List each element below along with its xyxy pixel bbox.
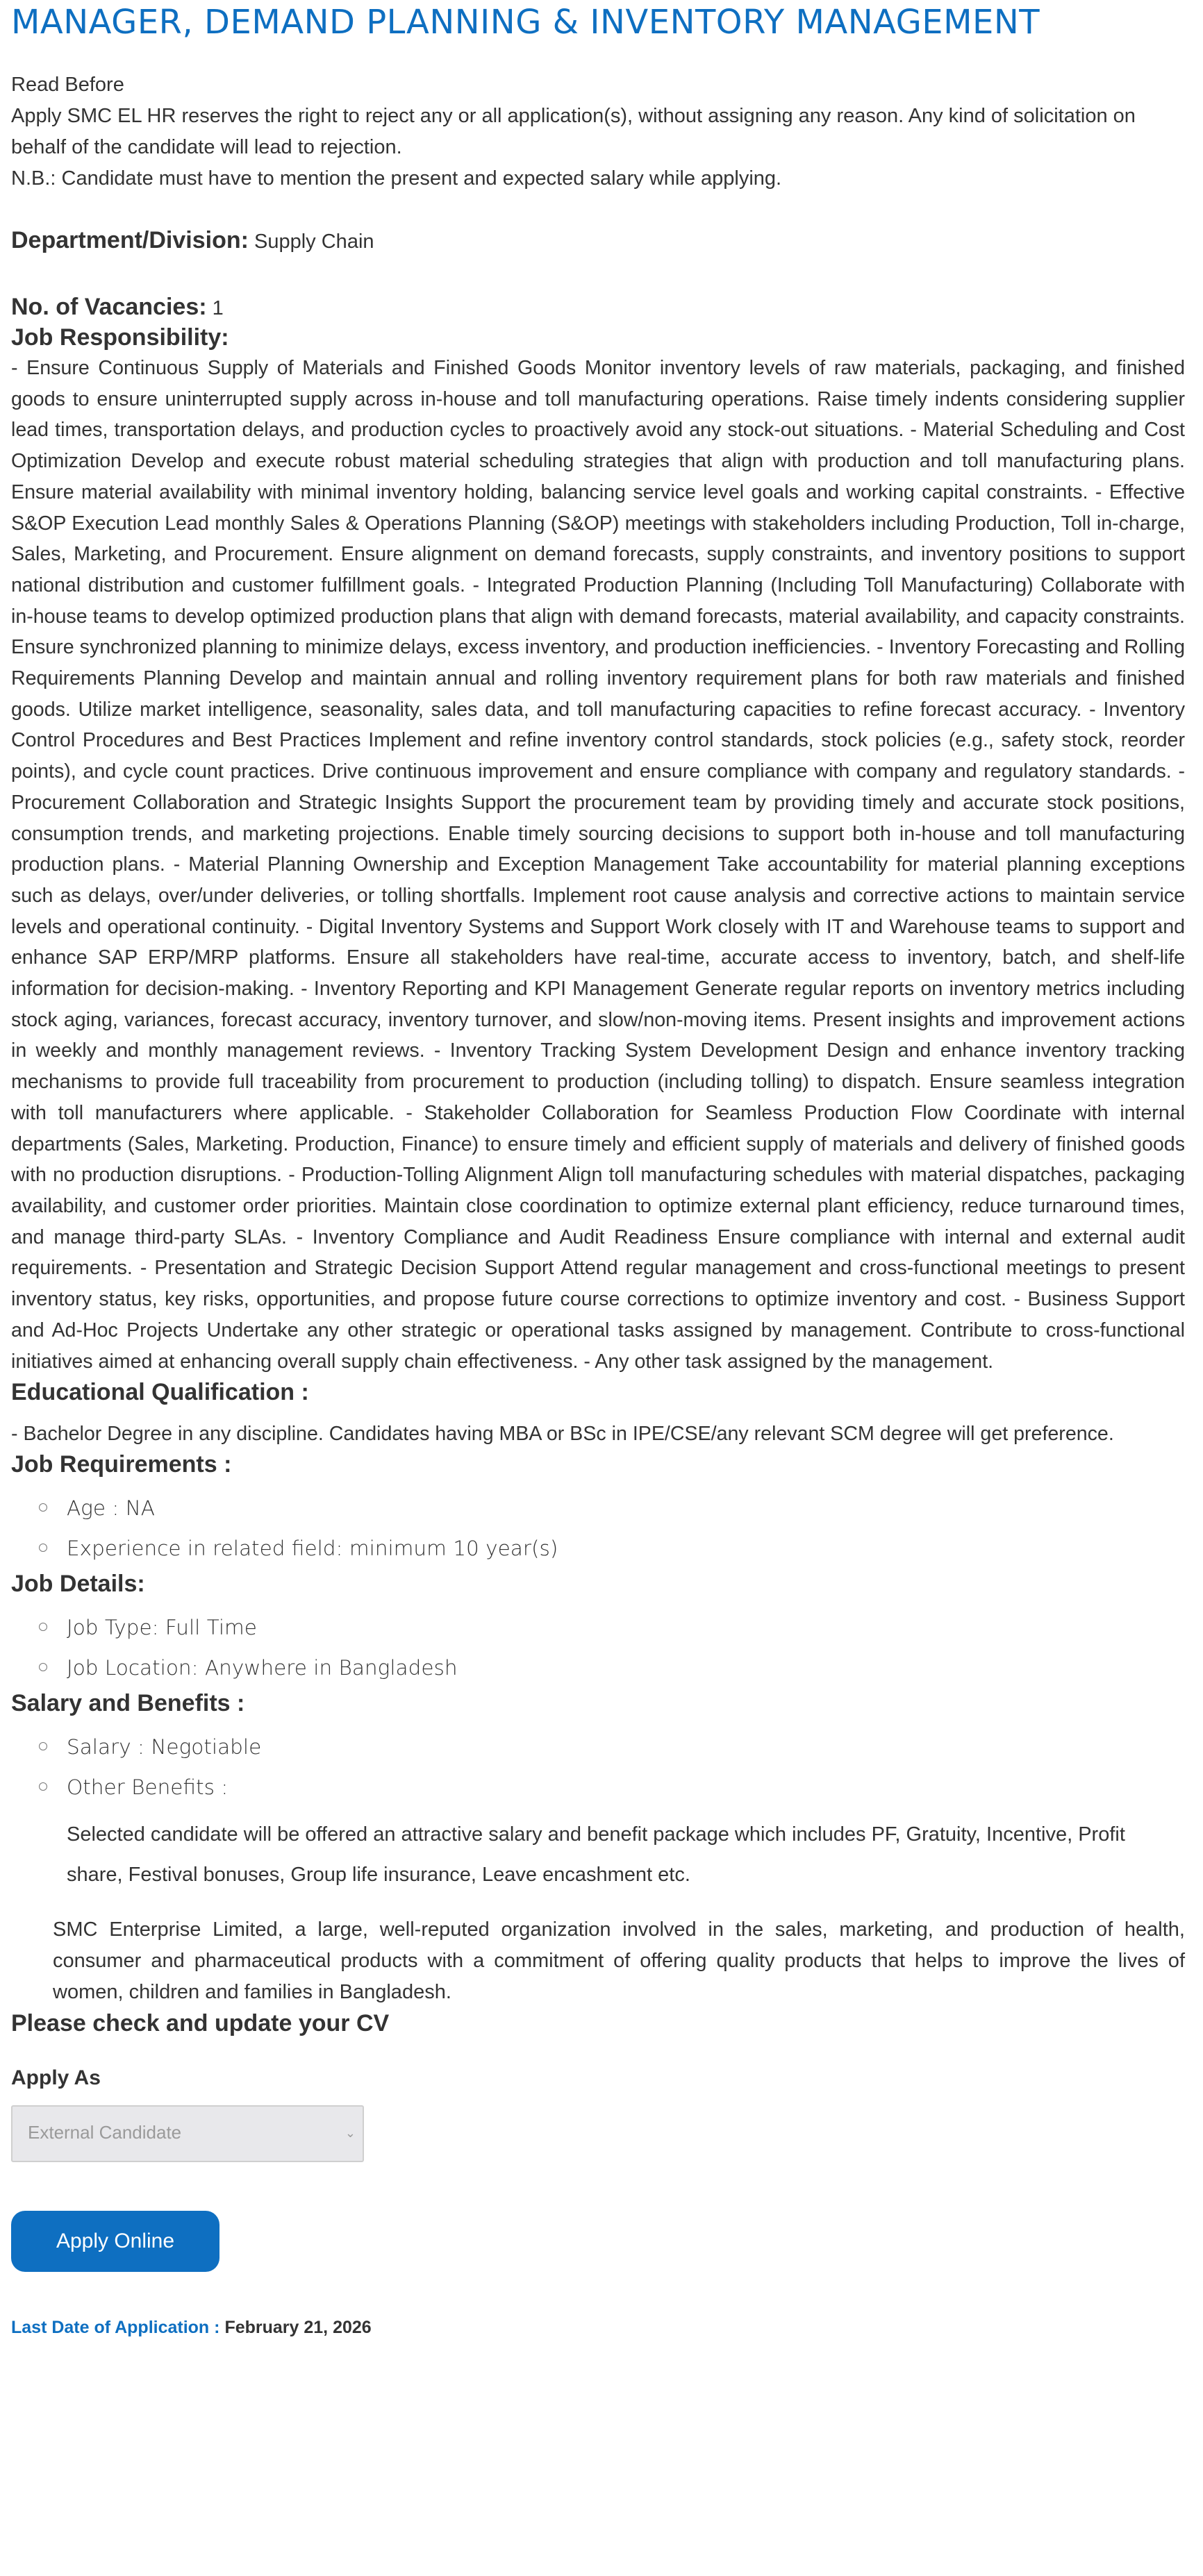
apply-as-selected-value: External Candidate bbox=[28, 2122, 182, 2143]
other-benefits-label: Other Benefits : bbox=[67, 1775, 229, 1800]
job-posting bbox=[11, 0, 1185, 2338]
list-item bbox=[39, 1488, 1185, 1528]
vacancies-value: 1 bbox=[212, 297, 224, 319]
notice-block bbox=[11, 69, 1185, 194]
company-about: SMC Enterprise Limited, a large, well-reputed organization involved in the sales, marketing, and production of health, consumer and pharmaceutical products with a commitment of offering quality products that helps to improve the lives of women, children and families in Bangladesh. bbox=[53, 1918, 1185, 2004]
list-item bbox=[39, 1528, 1185, 1569]
vacancies-row bbox=[11, 293, 1185, 322]
requirement-age: Age : NA bbox=[67, 1496, 155, 1521]
education-body: - Bachelor Degree in any discipline. Candidates having MBA or BSc in IPE/CSE/any relevant SCM degree will get preference. bbox=[11, 1423, 1114, 1446]
circle-bullet-icon bbox=[39, 1623, 47, 1631]
vacancies-label: No. of Vacancies: bbox=[11, 294, 207, 320]
list-item bbox=[39, 1607, 1185, 1648]
cv-heading: Please check and update your CV bbox=[11, 2010, 390, 2037]
salary-heading: Salary and Benefits : bbox=[11, 1690, 245, 1717]
salary-list bbox=[11, 1727, 1185, 1807]
circle-bullet-icon bbox=[39, 1503, 47, 1512]
notice-line-1: Apply SMC EL HR reserves the right to reject any or all application(s), without assigning any reason. Any kind of solicitation on behalf of the candidate will lead to rejection. bbox=[11, 105, 1136, 158]
apply-as-label: Apply As bbox=[11, 2066, 101, 2090]
deadline-value: February 21, 2026 bbox=[224, 2318, 372, 2338]
details-heading: Job Details: bbox=[11, 1571, 145, 1598]
department-label: Department/Division: bbox=[11, 227, 249, 253]
education-heading: Educational Qualification : bbox=[11, 1379, 309, 1406]
circle-bullet-icon bbox=[39, 1544, 47, 1552]
responsibility-heading: Job Responsibility: bbox=[11, 324, 229, 351]
details-list bbox=[11, 1607, 1185, 1688]
chevron-down-icon: ⌄ bbox=[345, 2126, 356, 2141]
apply-as-select[interactable] bbox=[11, 2105, 364, 2162]
salary-value: Salary : Negotiable bbox=[67, 1735, 262, 1759]
department-value: Supply Chain bbox=[254, 231, 374, 253]
detail-job-type: Job Type: Full Time bbox=[67, 1616, 257, 1640]
requirements-list bbox=[11, 1488, 1185, 1569]
notice-line-2: N.B.: Candidate must have to mention the present and expected salary while applying. bbox=[11, 167, 782, 190]
job-title: MANAGER, DEMAND PLANNING & INVENTORY MANAGEMENT bbox=[11, 3, 1040, 42]
apply-online-button[interactable]: Apply Online bbox=[11, 2211, 219, 2272]
department-row bbox=[11, 226, 1185, 256]
deadline-label: Last Date of Application : bbox=[11, 2318, 220, 2338]
notice-heading: Read Before bbox=[11, 74, 124, 96]
requirement-experience: Experience in related field: minimum 10 year(s) bbox=[67, 1537, 558, 1561]
list-item bbox=[39, 1648, 1185, 1688]
requirements-heading: Job Requirements : bbox=[11, 1451, 232, 1478]
circle-bullet-icon bbox=[39, 1742, 47, 1750]
responsibility-body: - Ensure Continuous Supply of Materials and Finished Goods Monitor inventory levels of raw materials, packaging, and finished goods to ensure uninterrupted supply across in-house and toll manufacturing operations. Raise timely indents considering supplier lead times, transportation delays, and production cycles to proactively avoid any stock-out situations. - Material Scheduling and Cost Optimization Develop and execute robust material scheduling strategies that align with production and toll manufacturing plans. Ensure material availability with minimal inventory holding, balancing service level goals and working capital constraints. - Effective S&OP Execution Lead monthly Sales & Operations Planning (S&OP) meetings with stakeholders including Production, Toll in-charge, Sales, Marketing, and Procurement. Ensure alignment on demand forecasts, supply constraints, and inventory positions to support national distribution and customer fulfillment goals. - Integrated Production Planning (Including Toll Manufacturing) Collaborate with in-house teams to develop optimized production plans that align with demand forecasts, material availability, and capacity constraints. Ensure synchronized planning to minimize delays, excess inventory, and production inefficiencies. - Inventory Forecasting and Rolling Requirements Planning Develop and maintain annual and rolling inventory requirement plans for both raw materials and finished goods. Utilize market intelligence, seasonality, sales data, and toll manufacturing capacities to refine forecast accuracy. - Inventory Control Procedures and Best Practices Implement and refine inventory control standards, stock policies (e.g., safety stock, reorder points), and cycle count practices. Drive continuous improvement and ensure compliance with company and regulatory standards. - Procurement Collaboration and Strategic Insights Support the procurement team by providing timely and accurate stock positions, consumption trends, and marketing projections. Enable timely sourcing decisions to support both in-house and toll manufacturing production plans. - Material Planning Ownership and Exception Management Take accountability for material planning exceptions such as delays, over/under deliveries, or tolling shortfalls. Implement root cause analysis and corrective actions to maintain service levels and operational continuity. - Digital Inventory Systems and Support Work closely with IT and Warehouse teams to support and enhance SAP ERP/MRP platforms. Ensure all stakeholders have real-time, accurate access to inventory, batch, and shelf-life information for decision-making. - Inventory Reporting and KPI Management Generate regular reports on inventory metrics including stock aging, variances, forecast accuracy, inventory turnover, and slow/non-moving items. Present insights and improvement actions in weekly and monthly management reviews. - Inventory Tracking System Development Design and enhance inventory tracking mechanisms to provide full traceability from procurement to production (including tolling) to dispatch. Ensure seamless integration with toll manufacturers where applicable. - Stakeholder Collaboration for Seamless Production Flow Coordinate with internal departments (Sales, Marketing. Production, Finance) to ensure timely and efficient supply of materials and delivery of finished goods with no production disruptions. - Production-Tolling Alignment Align toll manufacturing schedules with material dispatches, packaging availability, and customer order priorities. Maintain close coordination to optimize external plant efficiency, reduce turnaround times, and manage third-party SLAs. - Inventory Compliance and Audit Readiness Ensure compliance with internal and external audit requirements. - Presentation and Strategic Decision Support Attend regular management and cross-functional meetings to present inventory status, key risks, opportunities, and propose future course corrections to optimize inventory and cost. - Business Support and Ad-Hoc Projects Undertake any other strategic or operational tasks assigned by management. Contribute to cross-functional initiatives aimed at enhancing overall supply chain effectiveness. - Any other task assigned by the management. bbox=[11, 357, 1185, 1373]
application-deadline bbox=[11, 2318, 1185, 2338]
detail-job-location: Job Location: Anywhere in Bangladesh bbox=[67, 1656, 458, 1680]
benefits-description: Selected candidate will be offered an attractive salary and benefit package which includes PF, Gratuity, Incentive, Profit share, Festival bonuses, Group life insurance, Leave encashment etc. bbox=[67, 1823, 1125, 1887]
circle-bullet-icon bbox=[39, 1663, 47, 1671]
list-item bbox=[39, 1767, 1185, 1807]
circle-bullet-icon bbox=[39, 1782, 47, 1791]
list-item bbox=[39, 1727, 1185, 1767]
